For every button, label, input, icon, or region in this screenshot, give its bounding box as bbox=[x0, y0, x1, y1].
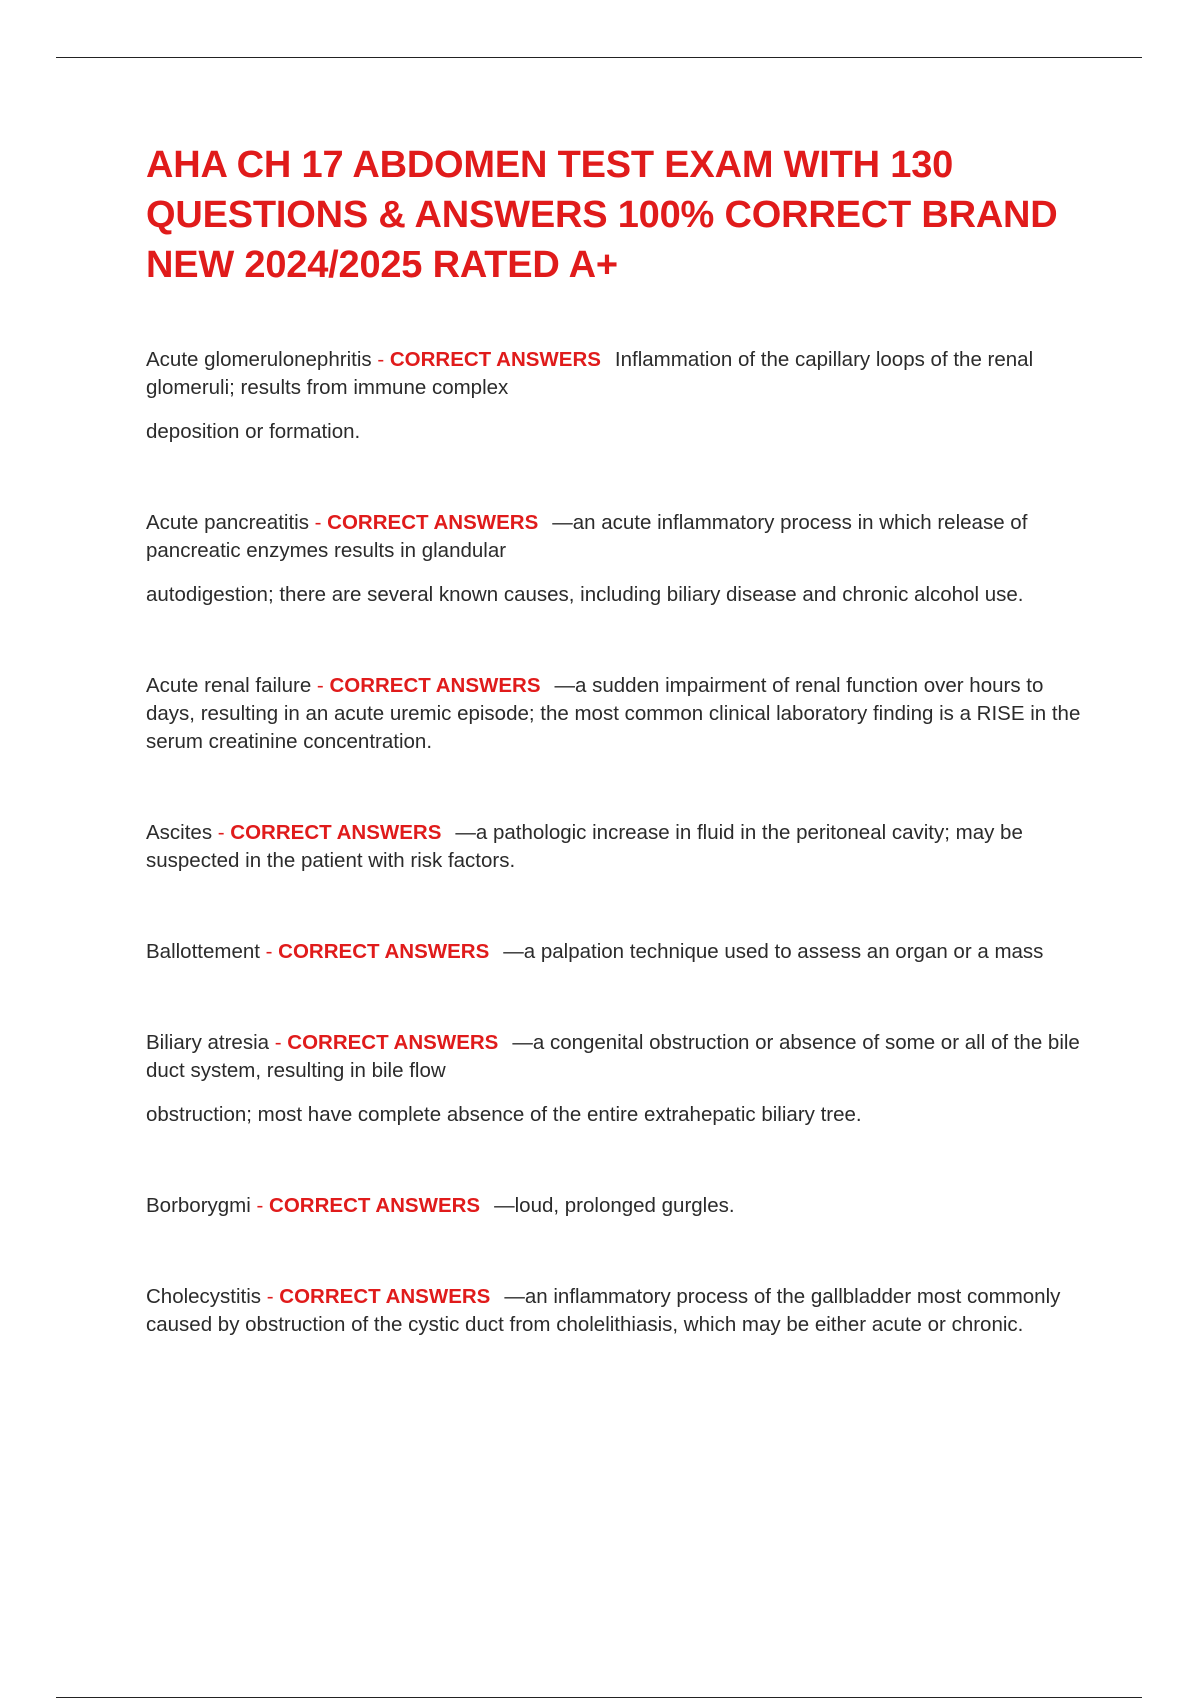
entry-first-line bbox=[146, 1283, 1086, 1339]
glossary-entry bbox=[146, 938, 1086, 966]
entry-definition: —a sudden impairment of renal function over hours to days, resulting in an acute uremic episode; the most common clinical laboratory finding is a RISE in the serum creatinine concentration. bbox=[146, 674, 1081, 753]
entry-separator: - bbox=[308, 511, 328, 534]
entry-separator: - bbox=[261, 1285, 280, 1308]
glossary-entry bbox=[146, 1283, 1086, 1339]
glossary-entry bbox=[146, 1192, 1086, 1220]
glossary-entry bbox=[146, 346, 1086, 446]
glossary-entry bbox=[146, 1029, 1086, 1129]
entry-definition-continued: deposition or formation. bbox=[146, 420, 361, 443]
entry-list bbox=[146, 346, 1086, 1339]
entry-separator: - bbox=[259, 940, 279, 963]
entry-term: Borborygmi bbox=[146, 1194, 251, 1217]
entry-first-line bbox=[146, 672, 1086, 756]
document-title: AHA CH 17 ABDOMEN TEST EXAM WITH 130 QUESTIONS & ANSWERS 100% CORRECT BRAND NEW 2024/2025 RATED A+ bbox=[146, 144, 1058, 286]
bottom-rule bbox=[56, 1697, 1142, 1698]
correct-answers-label: CORRECT ANSWERS bbox=[287, 1031, 499, 1054]
entry-term: Ballottement bbox=[146, 940, 260, 963]
entry-definition: —a palpation technique used to assess an organ or a mass bbox=[503, 940, 1044, 963]
entry-term: Cholecystitis bbox=[146, 1285, 262, 1308]
entry-term: Biliary atresia bbox=[146, 1031, 270, 1054]
entry-first-line bbox=[146, 509, 1086, 565]
entry-separator: - bbox=[371, 348, 390, 371]
entry-term: Acute glomerulonephritis bbox=[146, 348, 372, 371]
entry-first-line bbox=[146, 1192, 1086, 1220]
entry-definition-continued: obstruction; most have complete absence of the entire extrahepatic biliary tree. bbox=[146, 1103, 862, 1126]
entry-first-line bbox=[146, 819, 1086, 875]
entry-definition-continued: autodigestion; there are several known causes, including biliary disease and chronic alcohol use. bbox=[146, 583, 1024, 606]
glossary-entry bbox=[146, 509, 1086, 609]
entry-separator: - bbox=[311, 674, 330, 697]
page-content bbox=[146, 140, 1086, 1402]
entry-first-line bbox=[146, 1029, 1086, 1085]
glossary-entry bbox=[146, 672, 1086, 756]
entry-definition: —a pathologic increase in fluid in the peritoneal cavity; may be suspected in the patient with risk factors. bbox=[146, 821, 1023, 872]
entry-term: Ascites bbox=[146, 821, 213, 844]
entry-first-line bbox=[146, 346, 1086, 402]
correct-answers-label: CORRECT ANSWERS bbox=[278, 940, 490, 963]
entry-separator: - bbox=[212, 821, 231, 844]
correct-answers-label: CORRECT ANSWERS bbox=[269, 1194, 481, 1217]
entry-definition: —loud, prolonged gurgles. bbox=[494, 1194, 735, 1217]
entry-definition: —a congenital obstruction or absence of some or all of the bile duct system, resulting in bile flow bbox=[146, 1031, 1080, 1082]
entry-term: Acute renal failure bbox=[146, 674, 312, 697]
entry-definition: —an acute inflammatory process in which release of pancreatic enzymes results in glandular bbox=[146, 511, 1028, 562]
entry-separator: - bbox=[250, 1194, 270, 1217]
glossary-entry bbox=[146, 819, 1086, 875]
entry-definition: Inflammation of the capillary loops of the renal glomeruli; results from immune complex bbox=[146, 348, 1034, 399]
correct-answers-label: CORRECT ANSWERS bbox=[329, 674, 541, 697]
top-rule bbox=[56, 57, 1142, 58]
correct-answers-label: CORRECT ANSWERS bbox=[327, 511, 539, 534]
correct-answers-label: CORRECT ANSWERS bbox=[279, 1285, 491, 1308]
entry-separator: - bbox=[269, 1031, 288, 1054]
correct-answers-label: CORRECT ANSWERS bbox=[230, 821, 442, 844]
entry-first-line bbox=[146, 938, 1086, 966]
entry-definition: —an inflammatory process of the gallbladder most commonly caused by obstruction of the cystic duct from cholelithiasis, which may be either acute or chronic. bbox=[146, 1285, 1061, 1336]
correct-answers-label: CORRECT ANSWERS bbox=[389, 348, 601, 371]
entry-term: Acute pancreatitis bbox=[146, 511, 309, 534]
